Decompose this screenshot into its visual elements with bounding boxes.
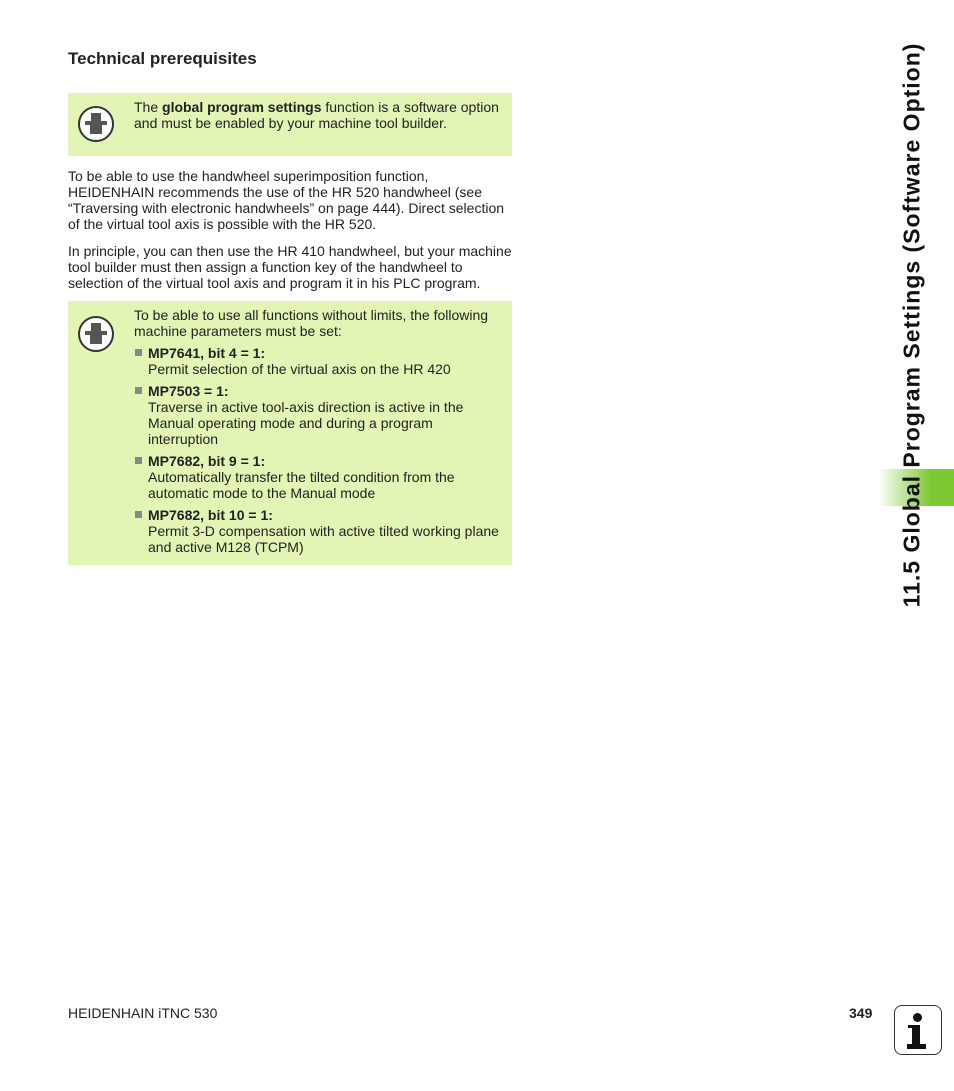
- page-number: 349: [849, 1005, 873, 1021]
- paragraph-hr520: To be able to use the handwheel superimposition function, HEIDENHAIN recommends the use of the HR 520 handwheel (see “Traversing with electronic handwheels” on page 444). Direct selection of the virtual tool axis is possible with the HR 520.: [68, 168, 505, 232]
- paragraph-hr410: In principle, you can then use the HR 410 handwheel, but your machine tool builder must then assign a function key of the handwheel to selection of the virtual tool axis and program it in his PLC program.: [68, 243, 512, 291]
- param-title: MP7503 = 1:: [148, 383, 229, 399]
- list-item: [134, 507, 504, 555]
- bullet-icon: [135, 457, 142, 464]
- note-box-parameters: [68, 301, 512, 565]
- param-text: Permit 3-D compensation with active tilted working plane and active M128 (TCPM): [148, 523, 499, 555]
- bullet-icon: [135, 387, 142, 394]
- list-item: [134, 453, 504, 501]
- param-title: MP7682, bit 10 = 1:: [148, 507, 273, 523]
- list-item: [134, 383, 504, 447]
- section-heading: Technical prerequisites: [68, 49, 257, 68]
- machine-icon: [78, 106, 114, 142]
- note-text-pre: The: [134, 99, 163, 115]
- param-text: Automatically transfer the tilted condition from the automatic mode to the Manual mode: [148, 469, 455, 501]
- param-text: Permit selection of the virtual axis on the HR 420: [148, 361, 451, 377]
- note-text-bold: global program settings: [162, 99, 322, 115]
- note-text: [134, 99, 504, 131]
- bullet-icon: [135, 349, 142, 356]
- list-item: [134, 345, 504, 377]
- param-title: MP7641, bit 4 = 1:: [148, 345, 266, 361]
- note-box-option: [68, 93, 512, 156]
- footer-product: HEIDENHAIN iTNC 530: [68, 1005, 218, 1021]
- param-title: MP7682, bit 9 = 1:: [148, 453, 266, 469]
- machine-icon: [78, 316, 114, 352]
- bullet-icon: [135, 511, 142, 518]
- param-text: Traverse in active tool-axis direction is active in the Manual operating mode and during a program interruption: [148, 399, 464, 447]
- note-intro: To be able to use all functions without limits, the following machine parameters must be set:: [134, 307, 489, 339]
- chapter-side-title: 11.5 Global Program Settings (Software Option): [898, 42, 925, 608]
- note-text-post: function is a software option and must be enabled by your machine tool builder.: [134, 99, 499, 131]
- info-icon: [894, 1005, 942, 1055]
